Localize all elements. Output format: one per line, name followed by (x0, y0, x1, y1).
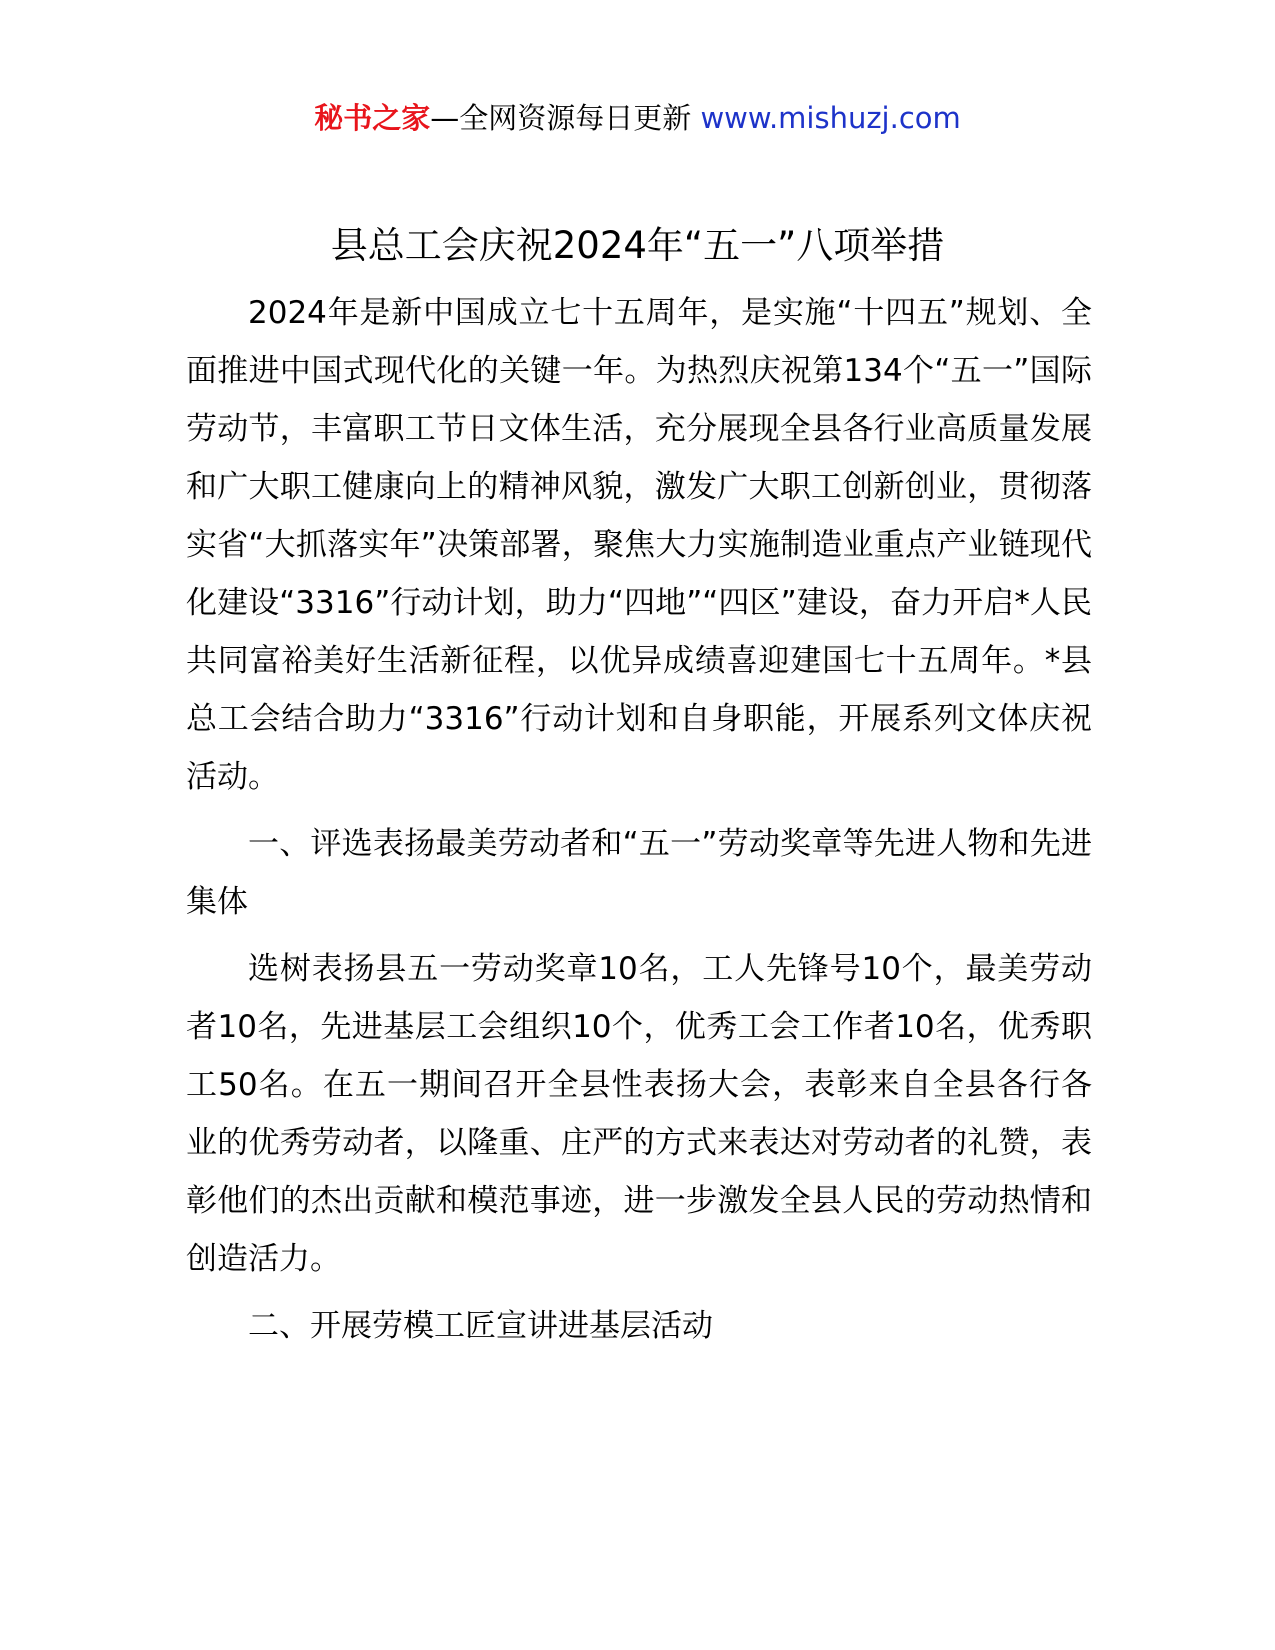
document-title: 县总工会庆祝2024年“五一”八项举措 (330, 224, 945, 267)
site-brand: 秘书之家 (314, 101, 431, 135)
intro-paragraph: 2024年是新中国成立七十五周年，是实施“十四五”规划、全面推进中国式现代化的关键一年。为热烈庆祝第134个“五一”国际劳动节，丰富职工节日文体生活，充分展现全县各行业高质量发展和广大职工健康向上的精神风貌，激发广大职工创新创业，贯彻落实省“大抓落实年”决策部署，聚焦大力实施制造业重点产业链现代化建设“3316”行动计划，助力“四地”“四区”建设，奋力开启*人民共同富裕美好生活新征程，以优异成绩喜迎建国七十五周年。*县总工会结合助力“3316”行动计划和自身职能，开展系列文体庆祝活动。 (186, 295, 1092, 795)
section-1-paragraph: 选树表扬县五一劳动奖章10名，工人先锋号10个，最美劳动者10名，先进基层工会组织10个，优秀工会工作者10名，优秀职工50名。在五一期间召开全县性表扬大会，表彰来自全县各行各业的优秀劳动者，以隆重、庄严的方式来表达对劳动者的礼赞，表彰他们的杰出贡献和模范事迹，进一步激发全县人民的劳动热情和创造活力。 (186, 951, 1092, 1277)
site-header (0, 98, 1275, 138)
site-tagline: —全网资源每日更新 (430, 101, 701, 135)
section-heading-2: 二、开展劳模工匠宣讲进基层活动 (248, 1308, 713, 1344)
document-body (186, 284, 1092, 1355)
section-heading-1: 一、评选表扬最美劳动者和“五一”劳动奖章等先进人物和先进集体 (186, 826, 1092, 920)
site-url-link[interactable]: www.mishuzj.com (700, 101, 961, 135)
